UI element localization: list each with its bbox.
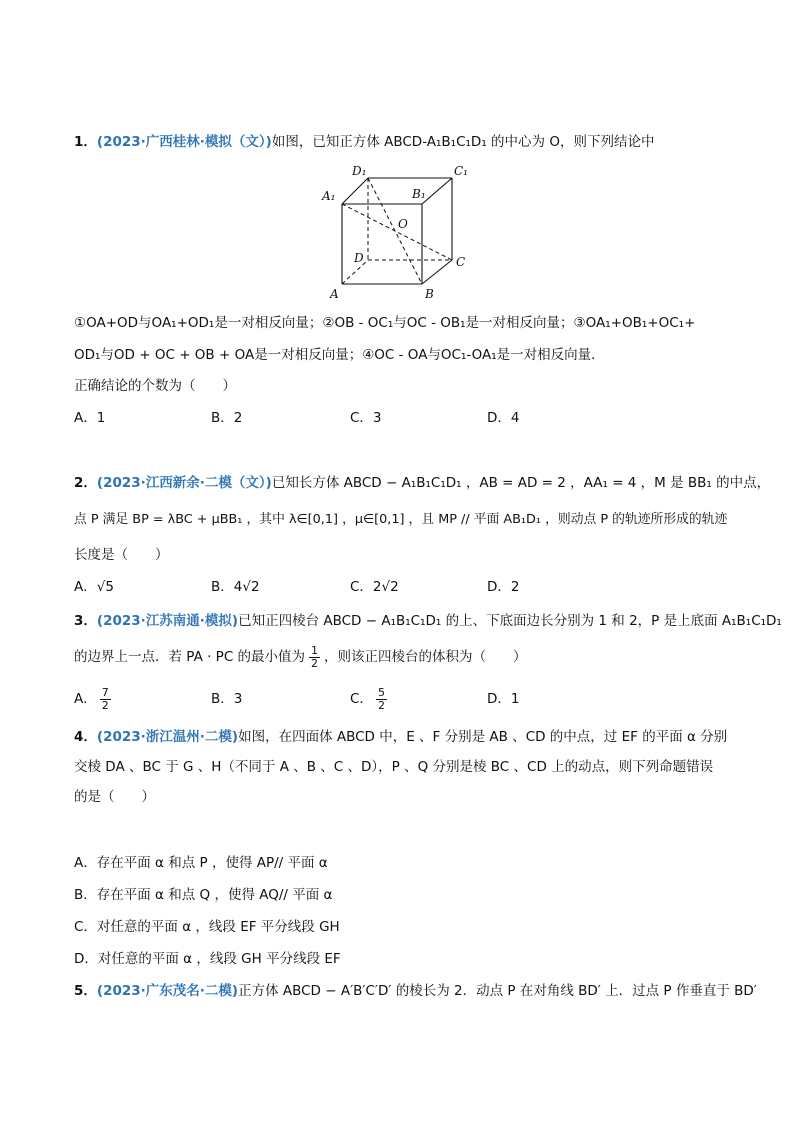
- q1-question: 正确结论的个数为（ ）: [74, 378, 236, 394]
- q2-line3: 长度是（ ）: [74, 547, 169, 563]
- q1-number: 1．: [74, 134, 97, 150]
- q1-header: [74, 133, 654, 151]
- q3-text-2a: 的边界上一点．若 PA · PC 的最小值为: [74, 649, 306, 665]
- q4-option-b: B．存在平面 α 和点 Q ，使得 AQ// 平面 α: [74, 887, 333, 903]
- q3-number: 3．: [74, 613, 97, 629]
- q5-text-1: 正方体 ABCD − A′B′C′D′ 的棱长为 2．动点 P 在对角线 BD′ 上．过点 P 作垂直于 BD′: [238, 983, 757, 999]
- q4-option-a: A．存在平面 α 和点 P ，使得 AP// 平面 α: [74, 855, 328, 871]
- q3-option-c-prefix: C．: [350, 691, 373, 707]
- label-A: A: [330, 287, 339, 301]
- q4-line3: 的是（ ）: [74, 789, 155, 805]
- q1-option-a: A．1: [74, 410, 106, 426]
- q1-option-d: D．4: [487, 410, 520, 426]
- q3-fraction: [309, 645, 320, 670]
- q3-fraction-den: 2: [311, 656, 319, 670]
- q1-option-b: B．2: [211, 410, 243, 426]
- q3-option-a: [74, 684, 111, 714]
- q3-option-a-den: 2: [101, 698, 109, 712]
- q2-source: (2023·江西新余·二模（文）): [96, 475, 272, 491]
- label-C: C: [456, 255, 466, 269]
- q3-option-c-num: 5: [377, 685, 385, 699]
- label-C1: C₁: [454, 164, 468, 178]
- q4-text-1: 如图，在四面体 ABCD 中，E 、F 分别是 AB 、CD 的中点，过 EF 的平面 α 分别: [238, 729, 728, 745]
- label-B: B: [425, 287, 434, 301]
- q3-option-c-fraction: [376, 687, 387, 712]
- q4-line1: [74, 728, 727, 746]
- q3-line2: [74, 642, 527, 672]
- q4-source: (2023·浙江温州·二模): [96, 729, 239, 745]
- q5-source: (2023·广东茂名·二模): [96, 983, 239, 999]
- q1-statement-line1: ①OA+OD与OA₁+OD₁是一对相反向量；②OB - OC₁与OC - OB₁是一对相反向量；③OA₁+OB₁+OC₁+: [74, 315, 696, 331]
- q4-line2: 交棱 DA 、BC 于 G 、H（不同于 A 、B 、C 、D），P 、Q 分别是棱 BC 、CD 上的动点，则下列命题错误: [74, 759, 714, 775]
- q3-option-c-den: 2: [377, 698, 385, 712]
- q3-option-b: B．3: [211, 691, 243, 707]
- label-B1: B₁: [412, 187, 426, 201]
- q4-option-d: D．对任意的平面 α ，线段 GH 平分线段 EF: [74, 951, 341, 967]
- q3-option-a-prefix: A．: [74, 691, 97, 707]
- q3-text-2b: ，则该正四棱台的体积为（ ）: [324, 649, 527, 665]
- label-A1: A₁: [322, 189, 336, 203]
- q2-text-1: 已知长方体 ABCD − A₁B₁C₁D₁ ，AB = AD = 2 ，AA₁ = 4 ，M 是 BB₁ 的中点，: [271, 475, 771, 491]
- q2-option-c: C．2√2: [350, 579, 399, 595]
- q3-option-c: [350, 684, 387, 714]
- label-O: O: [398, 217, 408, 231]
- q2-option-b: B．4√2: [211, 579, 260, 595]
- q2-option-d: D．2: [487, 579, 520, 595]
- q1-statement-line2: OD₁与OD + OC + OB + OA是一对相反向量；④OC - OA与OC₁-OA₁是一对相反向量．: [74, 347, 605, 363]
- q1-source: (2023·广西桂林·模拟（文）): [96, 134, 272, 150]
- q2-line1: [74, 474, 770, 492]
- q4-number: 4．: [74, 729, 97, 745]
- q3-option-a-num: 7: [101, 685, 109, 699]
- q3-fraction-num: 1: [311, 643, 319, 657]
- q3-source: (2023·江苏南通·模拟): [96, 613, 239, 629]
- q3-option-a-fraction: [100, 687, 111, 712]
- label-D1: D₁: [352, 164, 367, 178]
- q1-stem: 如图，已知正方体 ABCD-A₁B₁C₁D₁ 的中心为 O，则下列结论中: [271, 134, 655, 150]
- q5-number: 5．: [74, 983, 97, 999]
- q2-number: 2．: [74, 475, 97, 491]
- q4-option-c: C．对任意的平面 α ，线段 EF 平分线段 GH: [74, 919, 340, 935]
- q1-option-c: C．3: [350, 410, 382, 426]
- cube-figure: [320, 160, 480, 305]
- q5-line1: [74, 982, 757, 1000]
- label-D: D: [354, 251, 364, 265]
- q2-line2: 点 P 满足 BP = λBC + μBB₁ ，其中 λ∈[0,1] ，μ∈[0,1] ，且 MP // 平面 AB₁D₁ ，则动点 P 的轨迹所形成的轨迹: [74, 512, 728, 527]
- q3-option-d: D．1: [487, 691, 520, 707]
- q3-line1: [74, 612, 782, 630]
- q3-text-1: 已知正四棱台 ABCD − A₁B₁C₁D₁ 的上、下底面边长分别为 1 和 2，P 是上底面 A₁B₁C₁D₁: [238, 613, 782, 629]
- q2-option-a: A．√5: [74, 579, 114, 595]
